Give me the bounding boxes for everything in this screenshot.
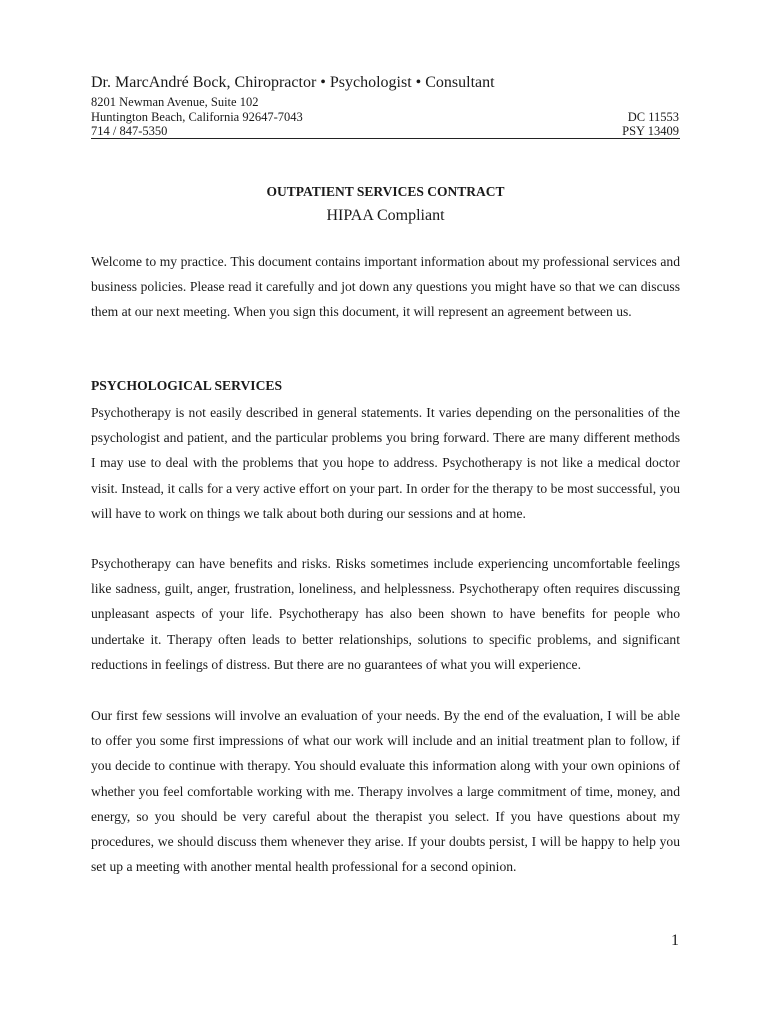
section-heading: PSYCHOLOGICAL SERVICES	[91, 378, 283, 393]
license-psy: PSY 13409	[622, 124, 679, 138]
practitioner-name: Dr. MarcAndré Bock, Chiropractor • Psychologist • Consultant	[91, 74, 495, 91]
intro-paragraph: Welcome to my practice. This document contains important information about my professional services and business policies. Please read it carefully and jot down any questions you might have so that we can discuss them at our next meeting. When you sign this document, it will represent an agreement between us.	[91, 254, 680, 320]
phone-number: 714 / 847-5350	[91, 124, 168, 138]
body-paragraph-1: Psychotherapy is not easily described in general statements. It varies depending on the personalities of the psychologist and patient, and the particular problems you bring forward. There are many different methods I may use to deal with the problems that you hope to address. Psychotherapy is not like a medical doctor visit. Instead, it calls for a very active effort on your part. In order for the therapy to be most successful, you will have to work on things we talk about both during our sessions and at home.	[91, 405, 680, 521]
address-line-1: 8201 Newman Avenue, Suite 102	[91, 95, 259, 109]
header-divider	[91, 138, 680, 139]
page-number: 1	[671, 932, 679, 949]
license-dc: DC 11553	[627, 110, 679, 124]
document-subtitle: HIPAA Compliant	[326, 207, 445, 224]
document-title: OUTPATIENT SERVICES CONTRACT	[266, 184, 505, 199]
address-line-2: Huntington Beach, California 92647-7043	[91, 110, 303, 124]
body-paragraph-3: Our first few sessions will involve an evaluation of your needs. By the end of the evaluation, I will be able to offer you some first impressions of what our work will include and an initial treatment plan to follow, if you decide to continue with therapy. You should evaluate this information along with your own opinions of whether you feel comfortable working with me. Therapy involves a large commitment of time, money, and energy, so you should be very careful about the therapist you select. If you have questions about my procedures, we should discuss them whenever they arise. If your doubts persist, I will be happy to help you set up a meeting with another mental health professional for a second opinion.	[91, 708, 680, 875]
body-paragraph-2: Psychotherapy can have benefits and risks. Risks sometimes include experiencing uncomfortable feelings like sadness, guilt, anger, frustration, loneliness, and helplessness. Psychotherapy often requires discussing unpleasant aspects of your life. Psychotherapy has also been shown to have benefits for people who undertake it. Therapy often leads to better relationships, solutions to specific problems, and significant reductions in feelings of distress. But there are no guarantees of what you will experience.	[91, 556, 680, 672]
